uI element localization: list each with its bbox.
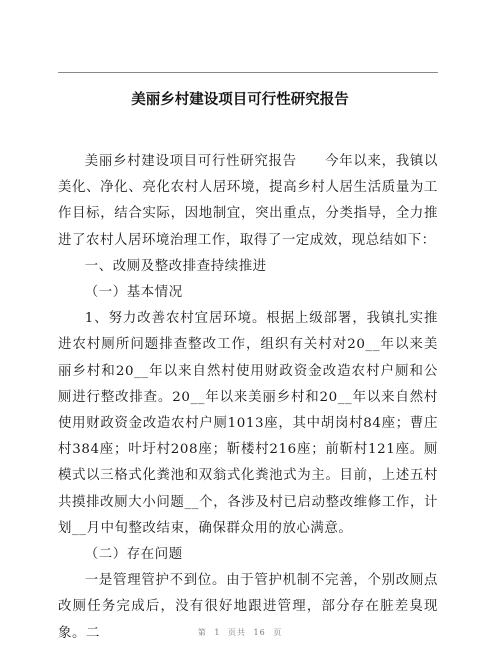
document-body xyxy=(58,149,438,647)
paragraph-problems: 一是管理管护不到位。由于管护机制不完善，个别改厕点改厕任务完成后，没有很好地跟进管理，部分存在脏差臭现象。二 xyxy=(58,573,438,641)
header-rule xyxy=(58,72,438,73)
footer-page-number: 1 xyxy=(214,628,221,637)
document-title: 美丽乡村建设项目可行性研究报告 xyxy=(131,92,349,108)
paragraph-intro: 美丽乡村建设项目可行性研究报告 今年以来，我镇以美化、净化、亮化农村人居环境，提高乡村人居生活质量为工作目标，结合实际，因地制宜，突出重点，分类指导，全力推进了农村人居环境治理工作，取得了一定成效，现总结如下： xyxy=(58,154,438,248)
footer-page-total: 16 xyxy=(253,628,266,637)
section-heading-1: 一、改厕及整改排查持续推进 xyxy=(84,258,267,274)
footer-middle: 页共 xyxy=(227,628,246,637)
subsection-heading-2: （二）存在问题 xyxy=(84,547,183,563)
page-footer xyxy=(0,628,480,638)
subsection-heading-1: （一）基本情况 xyxy=(84,285,183,301)
paragraph-basic-situation: 1、努力改善农村宜居环境。根据上级部署，我镇扎实推进农村厕所问题排查整改工作，组织有关村对20__年以来美丽乡村和20__年以来自然村使用财政资金改造农村户厕和公厕进行整改排查。20__年以来美丽乡村和20__年以来自然村使用财政资金改造农村户厕1013座，其中胡岗村84座；曹庄村384座；叶圩村208座；靳楼村216座；前靳村121座。厕模式以三格式化粪池和双翁式化粪池式为主。目前，上述五村共摸排改厕大小问题__个，各涉及村已启动整改维修工作，计划__月中旬整改结束，确保群众用的放心满意。 xyxy=(58,311,438,536)
footer-prefix: 第 xyxy=(197,628,207,637)
footer-suffix: 页 xyxy=(273,628,283,637)
